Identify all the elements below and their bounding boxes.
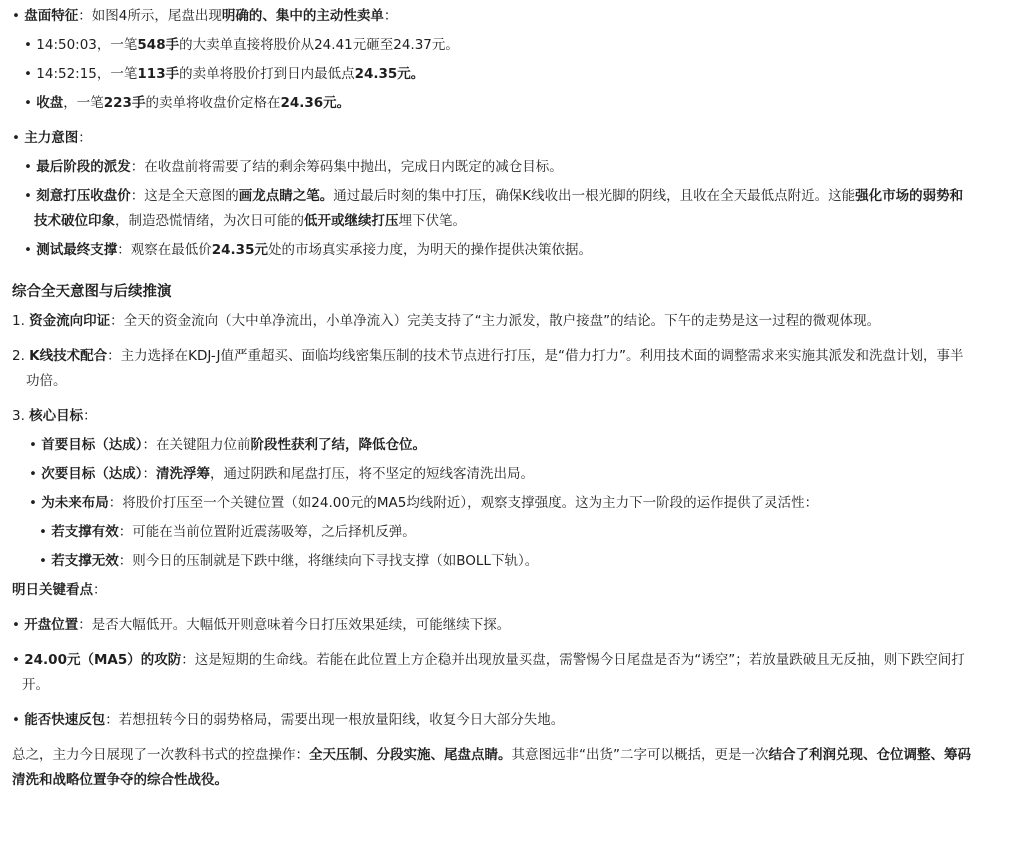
bullet: • (29, 437, 37, 453)
bullet: • (24, 159, 32, 175)
text: 的大卖单直接将股价从24.41元砸至24.37元。 (179, 37, 459, 53)
list-item (12, 708, 975, 733)
list-item (12, 491, 975, 516)
numbered-item-1 (12, 309, 975, 334)
bold-text: 24.36元。 (280, 95, 351, 111)
section-main-intent (12, 126, 975, 151)
bold-text: 强化市场的弱势和技术破位印象 (34, 188, 964, 229)
bold-text: 113手 (137, 66, 180, 82)
text: 通过最后时刻的集中打压，确保K线收出一根光脚的阴线，且收在全天最低点附近。这能 (333, 188, 856, 204)
text: ：这是短期的生命线。若能在此位置上方企稳并出现放量买盘，需警惕今日尾盘是否为“诱空”；若放量跌破且无反抽，则下跌空间打开。 (22, 652, 965, 693)
list-item (12, 520, 975, 545)
bullet: • (24, 188, 32, 204)
item-number: 3. (12, 408, 30, 424)
text: ：这是全天意图的 (130, 188, 239, 204)
text: ：如图4所示，尾盘出现 (78, 8, 222, 24)
list-item (12, 549, 975, 574)
list-item (12, 462, 975, 487)
bullet: • (39, 524, 47, 540)
bold-text: 阶段性获利了结，降低仓位。 (250, 437, 427, 453)
label-pankou: 盘面特征 (24, 8, 79, 24)
bold-text: 223手 (103, 95, 146, 111)
text: ：在收盘前将需要了结的剩余筹码集中抛出，完成日内既定的减仓目标。 (130, 159, 563, 175)
bold-text: 清洗浮筹 (156, 466, 211, 482)
label-main-intent: 主力意图 (24, 130, 79, 146)
list-item (12, 155, 975, 180)
numbered-item-2 (12, 344, 975, 394)
list-item (12, 91, 975, 116)
text: ：观察在最低价 (117, 242, 212, 258)
text: ：全天的资金流向（大中单净流出，小单净流入）完美支持了“主力派发，散户接盘”的结论。下午的走势是这一过程的微观体现。 (110, 313, 881, 329)
text: ：是否大幅低开。大幅低开则意味着今日打压效果延续，可能继续下探。 (78, 617, 511, 633)
bullet: • (24, 242, 32, 258)
text: 埋下伏笔。 (398, 213, 466, 229)
section-heading: 综合全天意图与后续推演 (12, 284, 172, 300)
text: 其意图远非“出货”二字可以概括，更是一次 (511, 747, 769, 763)
item-number: 1. (12, 313, 30, 329)
bold-text: 能否快速反包 (24, 712, 106, 728)
bold-text: 最后阶段的派发 (36, 159, 131, 175)
bold-text: 收盘 (36, 95, 64, 111)
bold-text: 24.35元。 (354, 66, 425, 82)
list-item (12, 33, 975, 58)
bullet: • (12, 652, 20, 668)
bullet: • (24, 37, 32, 53)
list-item (12, 648, 975, 698)
bold-text: 全天压制、分段实施、尾盘点睛。 (309, 747, 512, 763)
bold-text: 测试最终支撑 (36, 242, 118, 258)
bold-text: 核心目标 (29, 408, 84, 424)
bold-text: 低开或继续打压 (304, 213, 399, 229)
bold-text: 结合了利润兑现、仓位调整、筹码清洗和战略位置争夺的综合性战役。 (12, 747, 971, 788)
text: ： (83, 408, 97, 424)
section-tomorrow (12, 578, 975, 603)
text: ，一笔 (63, 95, 104, 111)
label-tomorrow: 明日关键看点 (12, 582, 93, 598)
text: 的卖单将股价打到日内最低点 (179, 66, 355, 82)
bullet: • (12, 617, 20, 633)
text: ： (78, 130, 92, 146)
bold-text: 24.00元（MA5）的攻防 (24, 652, 182, 668)
list-item (12, 433, 975, 458)
bullet: • (39, 553, 47, 569)
text: 14:50:03，一笔 (36, 37, 138, 53)
text: ：可能在当前位置附近震荡吸筹，之后择机反弹。 (118, 524, 416, 540)
bold-text: 刻意打压收盘价 (36, 188, 131, 204)
text: ： (142, 466, 157, 482)
text: ：则今日的压制就是下跌中继，将继续向下寻找支撑（如BOLL下轨）。 (118, 553, 539, 569)
bold-text: 24.35元 (211, 242, 268, 258)
bold-text: 明确的、集中的主动性卖单 (221, 8, 384, 24)
text: ，通过阴跌和尾盘打压，将不坚定的短线客清洗出局。 (210, 466, 535, 482)
bold-text: 若支撑有效 (51, 524, 119, 540)
item-number: 2. (12, 348, 30, 364)
bold-text: 首要目标（达成） (41, 437, 143, 453)
bold-text: 资金流向印证 (29, 313, 111, 329)
bold-text: 若支撑无效 (51, 553, 119, 569)
text: ： (383, 8, 398, 24)
summary-paragraph (12, 743, 975, 793)
text: ：将股价打压至一个关键位置（如24.00元的MA5均线附近），观察支撑强度。这为主力下一阶段的运作提供了灵活性： (108, 495, 819, 511)
bold-text: 开盘位置 (24, 617, 79, 633)
text: 的卖单将收盘价定格在 (145, 95, 281, 111)
list-item (12, 184, 975, 234)
bold-text: 548手 (137, 37, 180, 53)
text: 处的市场真实承接力度，为明天的操作提供决策依据。 (267, 242, 592, 258)
bold-text: K线技术配合 (29, 348, 108, 364)
list-item (12, 613, 975, 638)
text: ：若想扭转今日的弱势格局，需要出现一根放量阳线，收复今日大部分失地。 (105, 712, 565, 728)
bold-text: 次要目标（达成） (41, 466, 143, 482)
bullet: • (24, 95, 32, 111)
bullet: • (29, 466, 37, 482)
bullet: • (12, 130, 20, 146)
bold-text: 为未来布局 (41, 495, 109, 511)
text: ，制造恐慌情绪，为次日可能的 (115, 213, 304, 229)
numbered-item-3 (12, 404, 975, 429)
text: ： (93, 582, 107, 598)
bullet: • (12, 8, 20, 24)
bold-text: 画龙点睛之笔。 (238, 188, 334, 204)
text: 总之，主力今日展现了一次教科书式的控盘操作： (12, 747, 309, 763)
text: 14:52:15，一笔 (36, 66, 138, 82)
bullet: • (12, 712, 20, 728)
bullet: • (29, 495, 37, 511)
list-item (12, 238, 975, 263)
section-pankou-features (12, 4, 975, 29)
bullet: • (24, 66, 32, 82)
text: ：主力选择在KDJ-J值严重超买、面临均线密集压制的技术节点进行打压，是“借力打力”。利用技术面的调整需求来实施其派发和洗盘计划，事半功倍。 (26, 348, 964, 389)
list-item (12, 62, 975, 87)
text: ：在关键阻力位前 (142, 437, 251, 453)
